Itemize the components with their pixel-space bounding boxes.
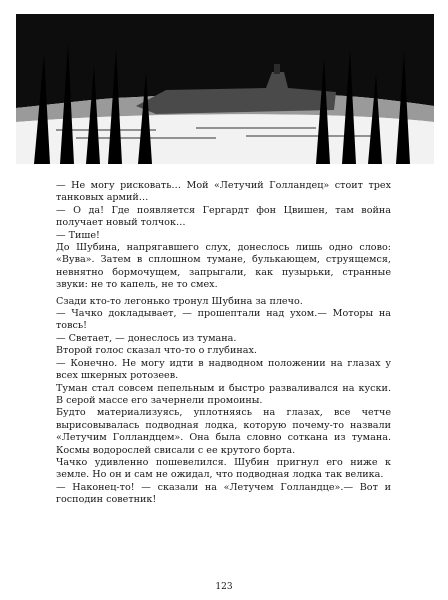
paragraph: — Конечно. Не могу идти в надводном положении на глазах у всех шкерных ротозеев.	[56, 357, 391, 382]
paragraph: — Тише!	[56, 229, 100, 241]
paragraph: Чачко удивленно пошевелился. Шубин пригнул его ниже к земле. Но он и сам не ожидал, что подводная лодка так велика.	[56, 456, 391, 481]
paragraph: Туман стал совсем пепельным и быстро разваливался на куски. В серой массе его зачернели промоины.	[56, 382, 391, 406]
paragraph: Сзади кто-то легонько тронул Шубина за плечо.	[56, 295, 303, 307]
paragraph: До Шубина, напрягавшего слух, донеслось лишь одно слово: «Вува». Затем в сплошном тумане, булькающем, струящемся, невнятно бормочущем, запрыгали, как пузырьки, странные звуки: не то капель, не то смех.	[56, 242, 391, 291]
forest-submarine-illustration	[16, 14, 434, 164]
page-text	[56, 180, 391, 507]
paragraph: — Не могу рисковать… Мой «Летучий Голландец» стоит трех танковых армий…	[56, 180, 391, 204]
paragraph: — Наконец-то! — сказали на «Летучем Голландце».— Вот и господин советник!	[56, 481, 391, 506]
paragraph: — О да! Где появляется Гергардт фон Цвишен, там война получает новый толчок…	[56, 204, 391, 229]
paragraph: — Чачко докладывает, — прошептали над ухом.— Моторы на товсь!	[56, 308, 391, 332]
paragraph: — Светает, — донеслось из тумана.	[56, 332, 237, 344]
paragraph: Будто материализуясь, уплотняясь на глазах, все четче вырисовывалась подводная лодка, которую почему-то назвали «Летучим Голландцем». Она была словно соткана из тумана. Космы водорослей свисали с ее крутого борта.	[56, 407, 391, 456]
page-number: 123	[215, 582, 233, 592]
paragraph: Второй голос сказал что-то о глубинах.	[56, 345, 257, 357]
